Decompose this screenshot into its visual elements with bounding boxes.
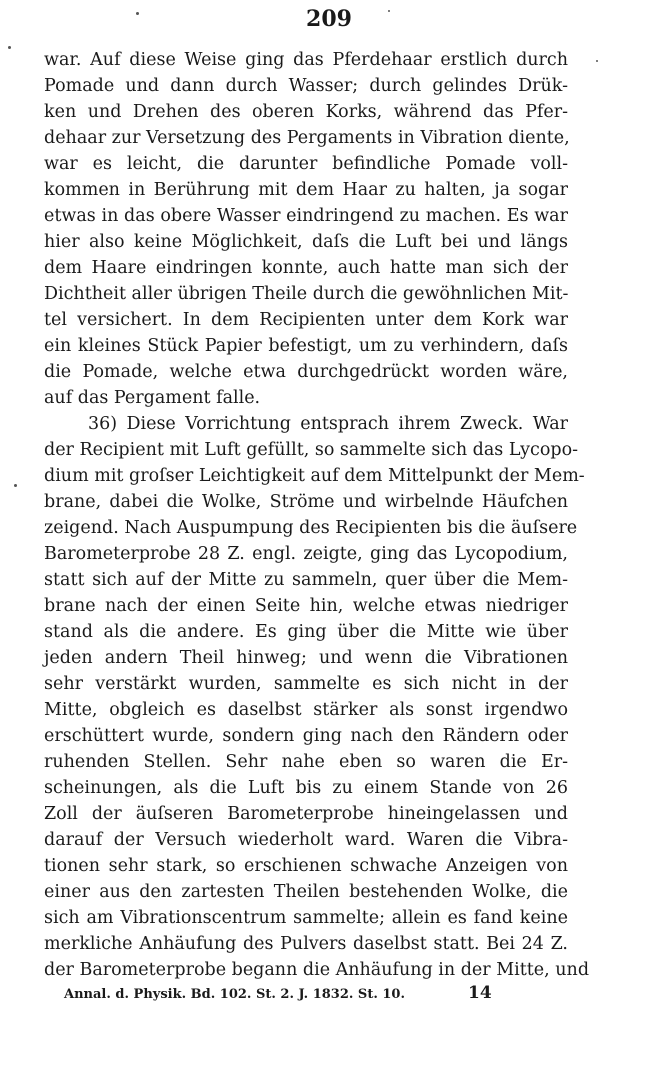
text-line: tel versichert. In dem Recipienten unter dem Kork war xyxy=(44,310,568,330)
text-line: jeden andern Theil hinweg; und wenn die Vibrationen xyxy=(44,648,568,668)
text-line: dem Haare eindringen konnte, auch hatte man sich der xyxy=(44,258,568,278)
text-line: war. Auf diese Weise ging das Pferdehaar erstlich durch xyxy=(44,50,568,70)
text-line: brane, dabei die Wolke, Ströme und wirbelnde Häufchen xyxy=(44,492,568,512)
scan-speck xyxy=(136,12,139,15)
signature-mark: 14 xyxy=(468,983,492,1003)
footer-source: Annal. d. Physik. Bd. 102. St. 2. J. 1832. St. 10. xyxy=(64,987,405,1002)
scan-speck xyxy=(596,60,598,62)
text-line: merkliche Anhäufung des Pulvers daselbst statt. Bei 24 Z. xyxy=(44,934,568,954)
text-line: ein kleines Stück Papier befestigt, um zu verhindern, daſs xyxy=(44,336,568,356)
text-line-paragraph-end: auf das Pergament falle. xyxy=(44,388,261,408)
body-text xyxy=(44,47,590,983)
text-line: scheinungen, als die Luft bis zu einem Stande von 26 xyxy=(44,778,568,798)
text-line: Pomade und dann durch Wasser; durch gelindes Drük- xyxy=(44,76,568,96)
text-line: Mitte, obgleich es daselbst stärker als sonst irgendwo xyxy=(44,700,568,720)
text-line: der Barometerprobe begann die Anhäufung in der Mitte, und xyxy=(44,960,590,980)
text-line: etwas in das obere Wasser eindringend zu machen. Es war xyxy=(44,206,568,226)
text-line: dehaar zur Versetzung des Pergaments in Vibration diente, xyxy=(44,128,570,148)
text-line: tionen sehr stark, so erschienen schwache Anzeigen von xyxy=(44,856,568,876)
text-line: erschüttert wurde, sondern ging nach den Rändern oder xyxy=(44,726,568,746)
text-line: Zoll der äuſseren Barometerprobe hineingelassen und xyxy=(44,804,568,824)
text-line: Barometerprobe 28 Z. engl. zeigte, ging das Lycopodium, xyxy=(44,544,568,564)
text-line: brane nach der einen Seite hin, welche etwas niedriger xyxy=(44,596,568,616)
text-line: zeigend. Nach Auspumpung des Recipienten bis die äuſsere xyxy=(44,518,578,538)
text-line: sehr verstärkt wurden, sammelte es sich nicht in der xyxy=(44,674,568,694)
text-line: hier also keine Möglichkeit, daſs die Luft bei und längs xyxy=(44,232,568,252)
text-line: ken und Drehen des oberen Korks, während das Pfer- xyxy=(44,102,568,122)
scan-speck xyxy=(8,46,11,49)
scan-speck xyxy=(388,10,390,12)
text-line: statt sich auf der Mitte zu sammeln, quer über die Mem- xyxy=(44,570,568,590)
page-number: 209 xyxy=(306,6,352,32)
text-line: die Pomade, welche etwa durchgedrückt worden wäre, xyxy=(44,362,568,382)
text-line-section-36: 36) Diese Vorrichtung entsprach ihrem Zweck. War xyxy=(88,414,568,434)
text-line: dium mit groſser Leichtigkeit auf dem Mittelpunkt der Mem- xyxy=(44,466,585,486)
text-line: war es leicht, die darunter befindliche Pomade voll- xyxy=(44,154,568,174)
text-line: ruhenden Stellen. Sehr nahe eben so waren die Er- xyxy=(44,752,568,772)
text-line: der Recipient mit Luft gefüllt, so sammelte sich das Lycopo- xyxy=(44,440,579,460)
text-line: kommen in Berührung mit dem Haar zu halten, ja sogar xyxy=(44,180,568,200)
text-line: stand als die andere. Es ging über die Mitte wie über xyxy=(44,622,568,642)
text-line: Dichtheit aller übrigen Theile durch die gewöhnlichen Mit- xyxy=(44,284,569,304)
scan-speck xyxy=(14,484,17,487)
text-line: einer aus den zartesten Theilen bestehenden Wolke, die xyxy=(44,882,568,902)
page-footer xyxy=(64,984,524,1006)
text-line: sich am Vibrationscentrum sammelte; allein es fand keine xyxy=(44,908,568,928)
text-line: darauf der Versuch wiederholt ward. Waren die Vibra- xyxy=(44,830,568,850)
